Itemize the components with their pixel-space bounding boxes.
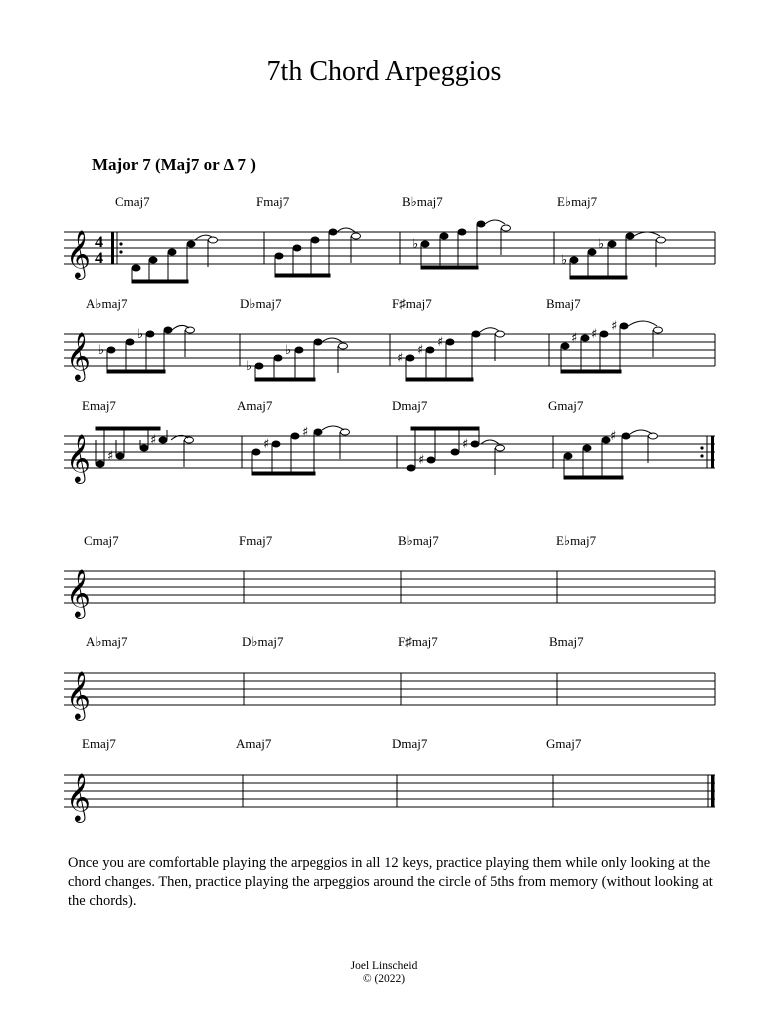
instructions-paragraph: Once you are comfortable playing the arpeggios in all 12 keys, practice playing them while only looking at the chord changes. Then, practice playing the arpeggios around the circle of 5ths from memory (without looking at the chords). bbox=[68, 855, 713, 909]
svg-text:♭: ♭ bbox=[137, 327, 144, 342]
svg-text:♯: ♯ bbox=[610, 429, 617, 444]
svg-text:♯: ♯ bbox=[571, 331, 578, 346]
svg-text:♯: ♯ bbox=[417, 343, 424, 358]
music-staff-2 bbox=[0, 319, 768, 386]
chord-label: Fmaj7 bbox=[239, 533, 273, 548]
blank-staff-3 bbox=[0, 766, 768, 821]
chord-label: Bmaj7 bbox=[546, 296, 581, 311]
chord-label: Cmaj7 bbox=[115, 194, 150, 209]
copyright: © (2022) bbox=[362, 973, 406, 985]
svg-text:♯: ♯ bbox=[437, 335, 444, 350]
chord-label: Fmaj7 bbox=[256, 194, 290, 209]
svg-text:♯: ♯ bbox=[462, 437, 469, 452]
chord-label: Amaj7 bbox=[236, 736, 272, 751]
author: Joel Linscheid bbox=[350, 960, 418, 972]
svg-text:♭: ♭ bbox=[246, 359, 253, 374]
svg-text:♯: ♯ bbox=[150, 433, 157, 448]
svg-text:♯: ♯ bbox=[107, 449, 114, 464]
svg-text:♯: ♯ bbox=[397, 351, 404, 366]
chord-label: Cmaj7 bbox=[84, 533, 119, 548]
chord-label: B♭maj7 bbox=[398, 533, 439, 548]
chord-label: F♯maj7 bbox=[392, 296, 432, 311]
chord-label: E♭maj7 bbox=[557, 194, 598, 209]
blank-staff-2 bbox=[0, 664, 768, 719]
svg-text:♭: ♭ bbox=[598, 237, 605, 252]
svg-text:♭: ♭ bbox=[561, 253, 568, 268]
chord-label: F♯maj7 bbox=[398, 634, 438, 649]
treble-clef-icon: 𝄞 bbox=[66, 331, 91, 380]
chord-label: Emaj7 bbox=[82, 398, 116, 413]
chord-label: A♭maj7 bbox=[86, 296, 128, 311]
music-staff-1 bbox=[0, 224, 768, 284]
svg-text:♯: ♯ bbox=[263, 437, 270, 452]
chord-label: Gmaj7 bbox=[548, 398, 584, 413]
footer bbox=[0, 960, 768, 986]
chord-label: Amaj7 bbox=[237, 398, 273, 413]
notes-row-2 bbox=[107, 321, 663, 381]
treble-clef-icon: 𝄞 bbox=[66, 433, 91, 482]
treble-clef-icon: 𝄞 bbox=[66, 772, 91, 821]
treble-clef-icon: 𝄞 bbox=[66, 670, 91, 719]
chord-label: Emaj7 bbox=[82, 736, 116, 751]
chord-label: Gmaj7 bbox=[546, 736, 582, 751]
notes-row-1 bbox=[132, 220, 666, 283]
blank-staff-1 bbox=[0, 562, 768, 617]
svg-text:♯: ♯ bbox=[302, 425, 309, 440]
chord-label: Bmaj7 bbox=[549, 634, 584, 649]
time-signature-bottom: 4 bbox=[95, 250, 103, 267]
svg-text:♯: ♯ bbox=[418, 453, 425, 468]
svg-text:♭: ♭ bbox=[412, 237, 419, 252]
chord-label: A♭maj7 bbox=[86, 634, 128, 649]
svg-text:♭: ♭ bbox=[285, 343, 292, 358]
svg-text:♯: ♯ bbox=[611, 319, 618, 334]
chord-label: E♭maj7 bbox=[556, 533, 597, 548]
svg-text:♯: ♯ bbox=[591, 327, 598, 342]
chord-label: Dmaj7 bbox=[392, 398, 428, 413]
time-signature-top: 4 bbox=[95, 234, 103, 251]
chord-label: B♭maj7 bbox=[402, 194, 443, 209]
treble-clef-icon: 𝄞 bbox=[66, 568, 91, 617]
page-title: 7th Chord Arpeggios bbox=[266, 56, 502, 87]
svg-text:♭: ♭ bbox=[98, 343, 105, 358]
final-barline-icon bbox=[711, 775, 715, 807]
chord-label: D♭maj7 bbox=[242, 634, 284, 649]
chord-label: Dmaj7 bbox=[392, 736, 428, 751]
treble-clef-icon: 𝄞 bbox=[66, 229, 91, 278]
music-staff-3 bbox=[0, 425, 768, 488]
chord-label: D♭maj7 bbox=[240, 296, 282, 311]
section-title: Major 7 (Maj7 or Δ 7 ) bbox=[92, 155, 256, 174]
